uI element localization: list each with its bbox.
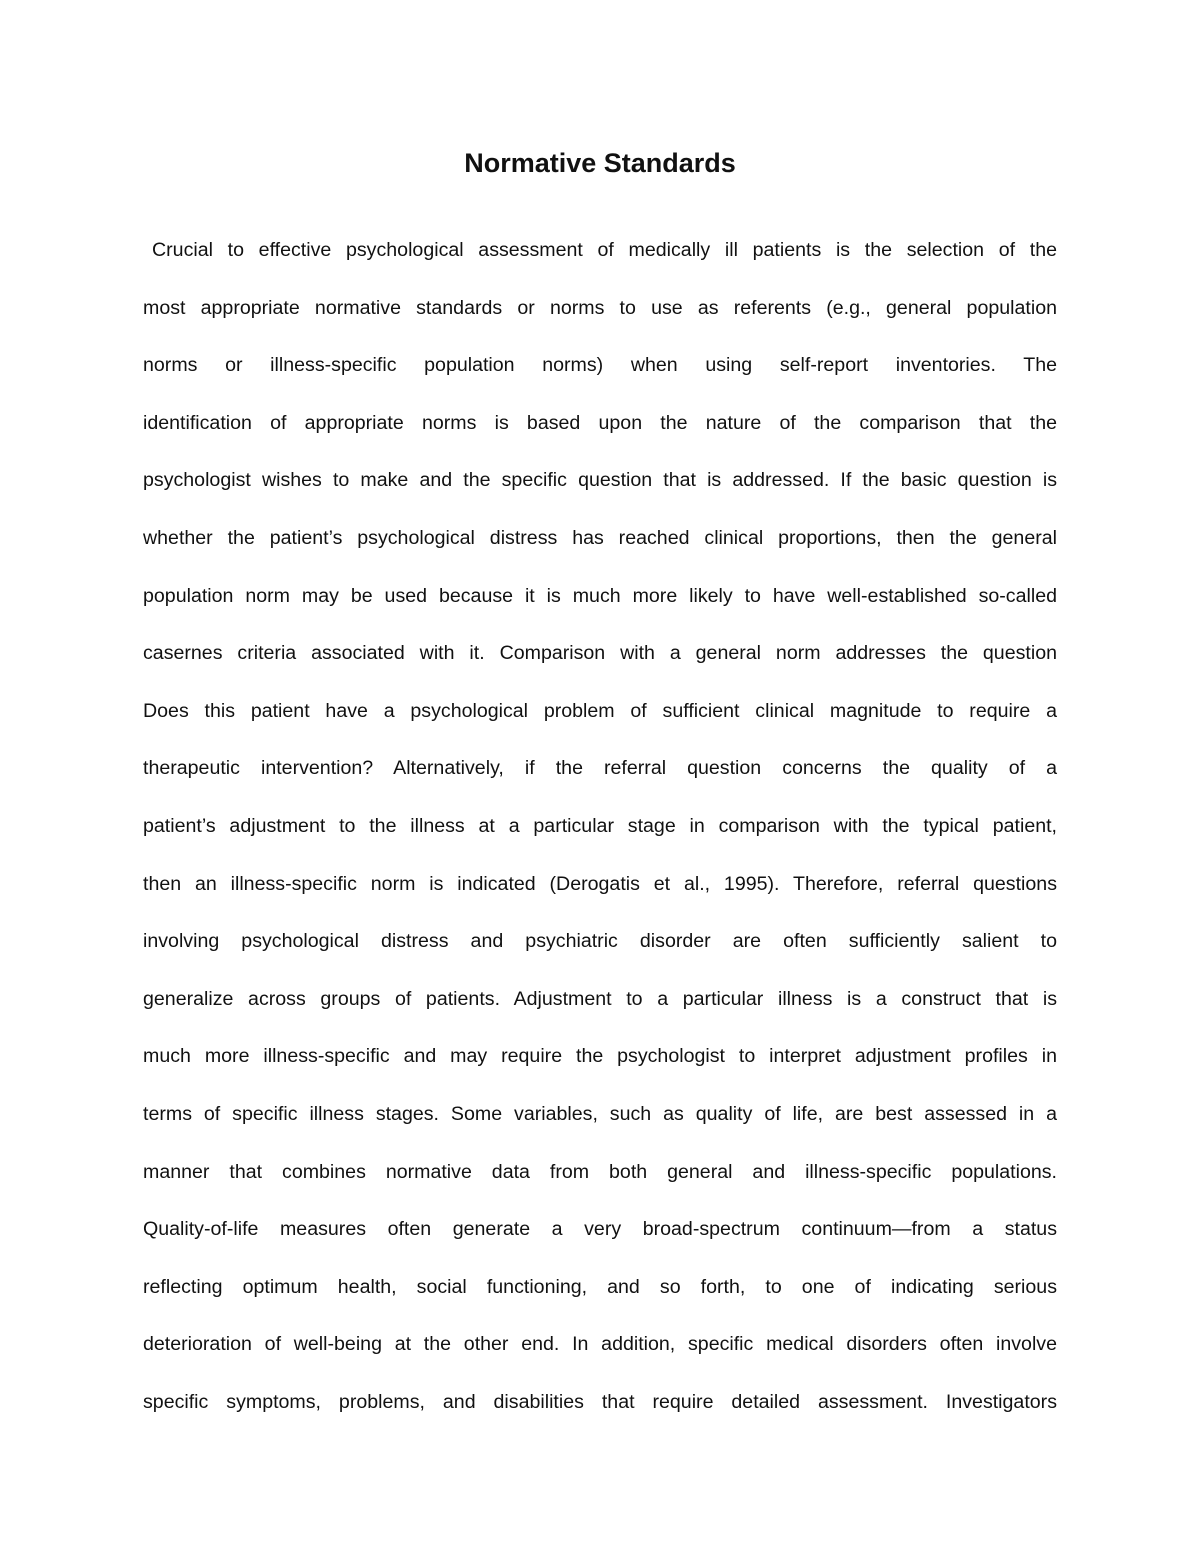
paragraph-line: Quality-of-life measures often generate a very broad-spectrum continuum—from a status (143, 1218, 1057, 1241)
paragraph-line: reflecting optimum health, social functioning, and so forth, to one of indicating serious (143, 1275, 1057, 1298)
paragraph-line: whether the patient’s psychological distress has reached clinical proportions, then the general (143, 526, 1057, 549)
paragraph-line: most appropriate normative standards or norms to use as referents (e.g., general population (143, 296, 1057, 319)
paragraph-line: involving psychological distress and psychiatric disorder are often sufficiently salient to (143, 930, 1057, 953)
paragraph-line: population norm may be used because it is much more likely to have well-established so-called (143, 584, 1057, 607)
paragraph-line: deterioration of well-being at the other end. In addition, specific medical disorders often involve (143, 1333, 1057, 1356)
paragraph-line: casernes criteria associated with it. Comparison with a general norm addresses the question (143, 642, 1057, 665)
paragraph-line: Crucial to effective psychological assessment of medically ill patients is the selection of the (152, 239, 1057, 261)
paragraph-line: patient’s adjustment to the illness at a particular stage in comparison with the typical patient, (143, 814, 1057, 837)
paragraph-line: Does this patient have a psychological problem of sufficient clinical magnitude to require a (143, 699, 1057, 722)
paragraph-line: psychologist wishes to make and the specific question that is addressed. If the basic question is (143, 469, 1057, 492)
paragraph-line: generalize across groups of patients. Adjustment to a particular illness is a construct that is (143, 987, 1057, 1010)
paragraph-line: therapeutic intervention? Alternatively, if the referral question concerns the quality of a (143, 757, 1057, 780)
paragraph-line: much more illness-specific and may require the psychologist to interpret adjustment profiles in (143, 1045, 1057, 1068)
paragraph-line: identification of appropriate norms is based upon the nature of the comparison that the (143, 411, 1057, 434)
paragraph-line: manner that combines normative data from both general and illness-specific populations. (143, 1160, 1057, 1183)
body-paragraph (143, 230, 1057, 1439)
paragraph-line: specific symptoms, problems, and disabilities that require detailed assessment. Investigators (143, 1390, 1057, 1413)
page-title: Normative Standards (464, 148, 736, 178)
paragraph-line: norms or illness-specific population norms) when using self-report inventories. The (143, 354, 1057, 377)
paragraph-line: terms of specific illness stages. Some variables, such as quality of life, are best assessed in a (143, 1102, 1057, 1125)
paragraph-line: then an illness-specific norm is indicated (Derogatis et al., 1995). Therefore, referral questions (143, 872, 1057, 895)
